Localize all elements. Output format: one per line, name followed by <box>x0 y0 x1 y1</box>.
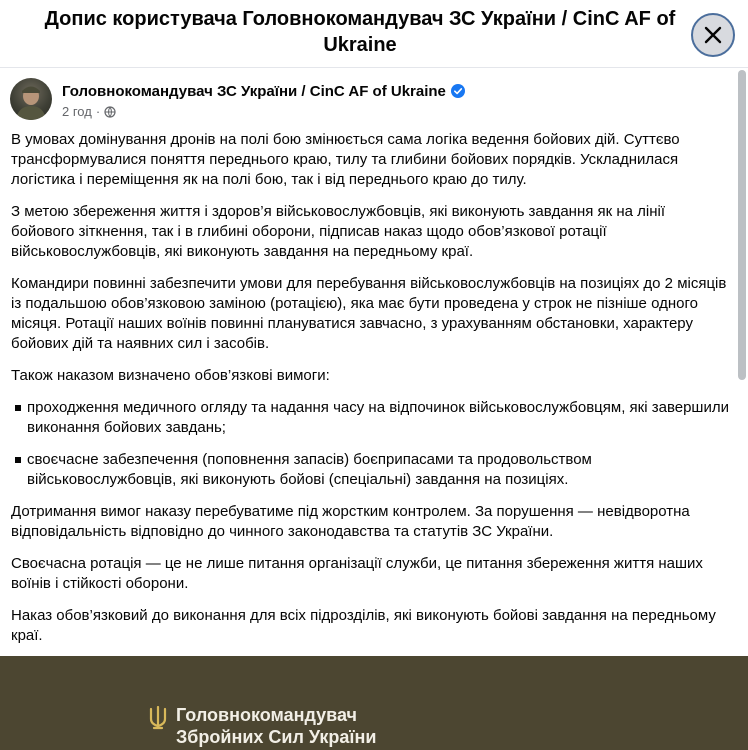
bullet-item <box>11 450 729 490</box>
author-name-text: Головнокомандувач ЗС України / CinC AF of Ukraine <box>62 83 446 100</box>
post-paragraph: Командири повинні забезпечити умови для перебування військовослужбовців на позиціях до 2 місяців із подальшою обов’язковою заміною (ротацією), яка має бути проведена у строк не пізніше одного місяця. Ротації наших воїнів повинні плануватися завчасно, з урахуванням обстановки, характеру бойових дій та наявних сил і засобів. <box>11 275 727 352</box>
post-image-banner[interactable] <box>0 656 748 750</box>
banner-caption <box>176 704 376 748</box>
bullet-text: проходження медичного огляду та надання часу на відпочинок військовослужбовцям, які завершили виконання бойових завдань; <box>27 399 729 436</box>
bullet-text: своєчасне забезпечення (поповнення запасів) боєприпасами та продовольством військовослужбовців, які виконують бойові (спеціальні) завдання на позиціях. <box>27 451 592 488</box>
avatar[interactable] <box>10 78 52 120</box>
close-icon <box>704 26 722 44</box>
post-paragraph: В умовах домінування дронів на полі бою змінюється сама логіка ведення бойових дій. Суттєво трансформувалися поняття переднього краю, тилу та глибини бойових порядків. Ускладнилася логістика і переміщення як на полі бою, так і від переднього краю до тилу. <box>11 131 680 188</box>
dialog-title: Допис користувача Головнокомандувач ЗС України / CinC AF of Ukraine <box>44 8 676 56</box>
meta-separator: · <box>95 104 101 119</box>
close-button[interactable] <box>691 13 735 57</box>
post-paragraph: Своєчасна ротація — це не лише питання організації служби, це питання збереження життя наших воїнів і стійкості оборони. <box>11 555 703 592</box>
dialog-header <box>0 0 748 68</box>
banner-line-1: Головнокомандувач <box>176 705 357 725</box>
bullet-item <box>11 398 729 438</box>
avatar-image <box>10 78 52 120</box>
post-header <box>10 78 730 124</box>
scrollbar[interactable] <box>738 70 746 380</box>
banner-line-2: Збройних Сил України <box>176 727 377 747</box>
bullet-square-icon <box>15 405 21 411</box>
post-timestamp[interactable]: 2 год <box>62 104 92 119</box>
trident-icon <box>148 706 168 730</box>
bullet-square-icon <box>15 457 21 463</box>
post-body <box>11 130 729 658</box>
post-meta <box>62 104 116 120</box>
author-name[interactable] <box>62 82 465 103</box>
post-paragraph: З метою збереження життя і здоров’я військовослужбовців, які виконують завдання як на лінії бойового зіткнення, так і в глибині оборони, підписав наказ щодо обов’язкової ротації військовослужбовців, які виконують завдання на передньому краї. <box>11 203 666 260</box>
post-paragraph: Дотримання вимог наказу перебуватиме під жорстким контролем. За порушення — невідворотна відповідальність відповідно до чинного законодавства та статутів ЗС України. <box>11 503 690 540</box>
globe-icon <box>104 106 116 118</box>
verified-badge-icon <box>451 84 465 103</box>
post-paragraph: Також наказом визначено обов’язкові вимоги: <box>11 367 330 384</box>
post-paragraph: Наказ обов’язковий до виконання для всіх підрозділів, які виконують бойові завдання на передньому краї. <box>11 607 716 644</box>
